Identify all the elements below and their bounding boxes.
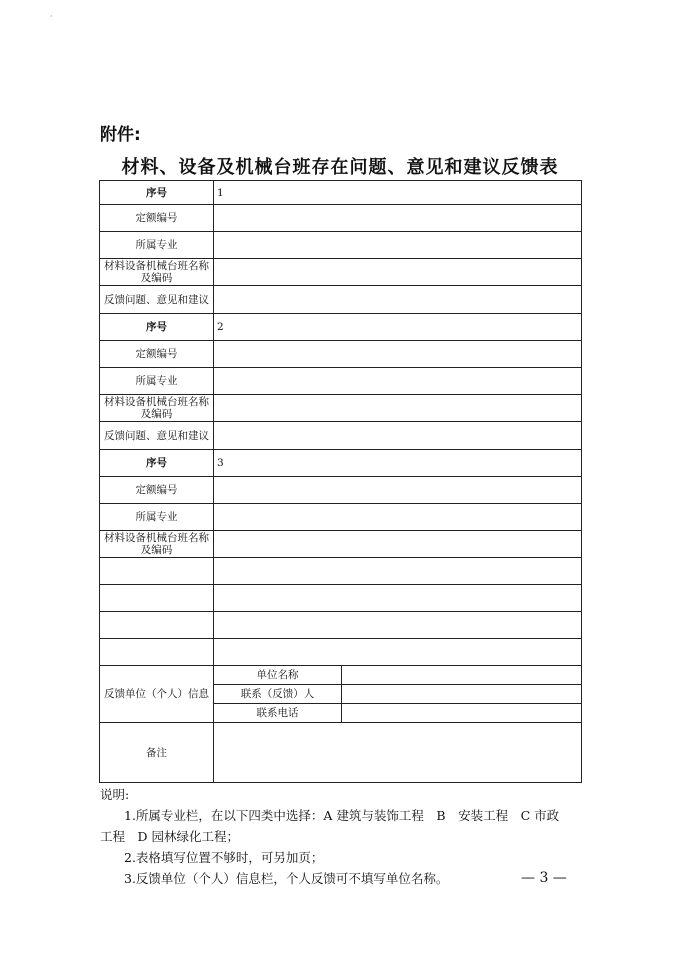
table-row xyxy=(100,232,582,259)
quota-number-label: 定额编号 xyxy=(100,205,214,232)
page-number: — 3 — xyxy=(521,870,567,886)
empty-cell[interactable] xyxy=(100,585,214,612)
feedback-form-table xyxy=(99,180,582,783)
contact-person-label: 联系（反馈）人 xyxy=(214,685,342,704)
specialty-field[interactable] xyxy=(214,232,582,259)
table-row xyxy=(100,205,582,232)
note-line-1-continued: 工程 D 园林绿化工程； xyxy=(100,829,239,844)
specialty-label: 所属专业 xyxy=(100,504,214,531)
empty-cell[interactable] xyxy=(100,612,214,639)
notes-heading: 说明: xyxy=(100,787,130,802)
quota-number-field[interactable] xyxy=(214,205,582,232)
table-row xyxy=(100,341,582,368)
specialty-label: 所属专业 xyxy=(100,368,214,395)
note-line-1: 1.所属专业栏，在以下四类中选择：A 建筑与装饰工程 B 安装工程 C 市政 xyxy=(124,808,560,823)
remarks-field[interactable] xyxy=(214,723,582,783)
name-code-field[interactable] xyxy=(214,259,582,286)
specialty-label: 所属专业 xyxy=(100,232,214,259)
table-row xyxy=(100,558,582,585)
quota-number-field[interactable] xyxy=(214,341,582,368)
serial-value: 2 xyxy=(214,314,582,341)
table-row xyxy=(100,723,582,783)
attachment-label: 附件: xyxy=(100,125,141,145)
serial-value: 1 xyxy=(214,181,582,205)
table-row xyxy=(100,395,582,422)
name-code-field[interactable] xyxy=(214,531,582,558)
table-row xyxy=(100,477,582,504)
contact-person-field[interactable] xyxy=(342,685,582,704)
specialty-field[interactable] xyxy=(214,368,582,395)
name-code-label: 材料设备机械台班名称及编码 xyxy=(100,395,214,422)
page-mark: · xyxy=(50,12,53,21)
table-row xyxy=(100,504,582,531)
table-row xyxy=(100,585,582,612)
name-code-label: 材料设备机械台班名称及编码 xyxy=(100,259,214,286)
unit-name-field[interactable] xyxy=(342,666,582,685)
table-row xyxy=(100,314,582,341)
feedback-issue-label: 反馈问题、意见和建议 xyxy=(100,286,214,314)
note-line-3: 3.反馈单位（个人）信息栏，个人反馈可不填写单位名称。 xyxy=(124,871,449,886)
serial-value: 3 xyxy=(214,450,582,477)
quota-number-label: 定额编号 xyxy=(100,477,214,504)
table-row xyxy=(100,612,582,639)
unit-name-label: 单位名称 xyxy=(214,666,342,685)
table-row xyxy=(100,286,582,314)
note-line-2: 2.表格填写位置不够时，可另加页； xyxy=(124,850,324,865)
empty-cell[interactable] xyxy=(214,585,582,612)
contact-phone-field[interactable] xyxy=(342,704,582,723)
table-row xyxy=(100,259,582,286)
feedback-unit-label: 反馈单位（个人）信息 xyxy=(100,666,214,723)
quota-number-field[interactable] xyxy=(214,477,582,504)
form-title: 材料、设备及机械台班存在问题、意见和建议反馈表 xyxy=(121,157,559,178)
feedback-issue-field[interactable] xyxy=(214,422,582,450)
table-row xyxy=(100,639,582,666)
feedback-issue-field[interactable] xyxy=(214,286,582,314)
serial-label: 序号 xyxy=(100,181,214,205)
empty-cell[interactable] xyxy=(100,639,214,666)
name-code-label: 材料设备机械台班名称及编码 xyxy=(100,531,214,558)
table-row xyxy=(100,450,582,477)
remarks-label: 备注 xyxy=(100,723,214,783)
feedback-issue-label: 反馈问题、意见和建议 xyxy=(100,422,214,450)
table-row xyxy=(100,666,582,685)
serial-label: 序号 xyxy=(100,450,214,477)
table-row xyxy=(100,181,582,205)
specialty-field[interactable] xyxy=(214,504,582,531)
empty-cell[interactable] xyxy=(214,612,582,639)
serial-label: 序号 xyxy=(100,314,214,341)
table-row xyxy=(100,368,582,395)
empty-cell[interactable] xyxy=(214,558,582,585)
table-row xyxy=(100,531,582,558)
empty-cell[interactable] xyxy=(100,558,214,585)
table-row xyxy=(100,422,582,450)
quota-number-label: 定额编号 xyxy=(100,341,214,368)
empty-cell[interactable] xyxy=(214,639,582,666)
contact-phone-label: 联系电话 xyxy=(214,704,342,723)
name-code-field[interactable] xyxy=(214,395,582,422)
